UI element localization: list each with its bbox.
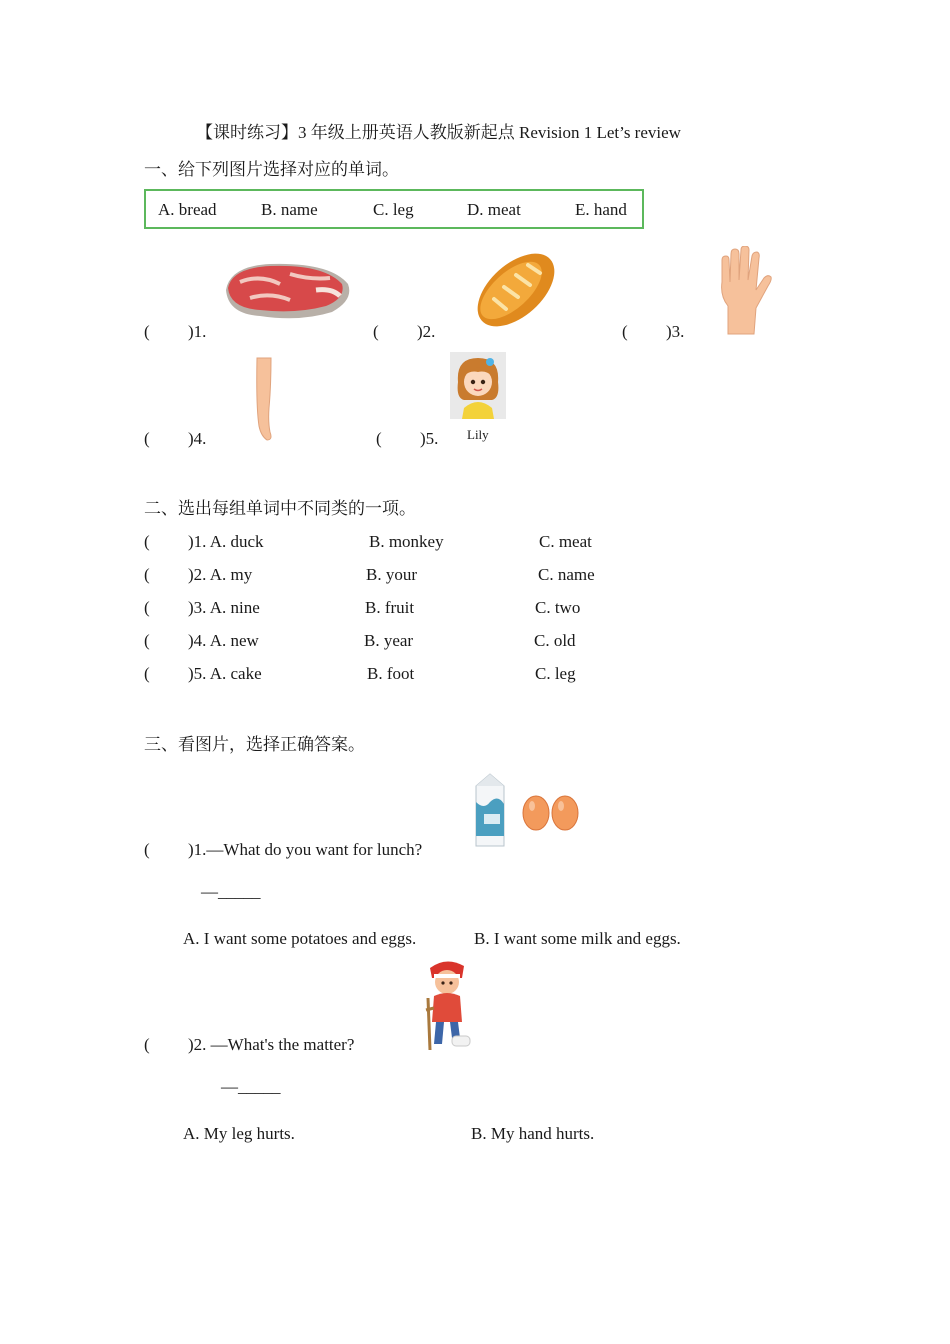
row-question: )3. A. nine [188, 598, 260, 617]
answer-paren: ( [144, 1035, 150, 1054]
eggs-icon [522, 794, 580, 832]
milk-carton-icon [470, 772, 510, 850]
row-option-c: C. name [538, 565, 595, 584]
item-number: )4. [188, 429, 207, 448]
injured-boy-icon [422, 958, 474, 1052]
row-option-c: C. meat [539, 532, 592, 551]
word-option: C. leg [373, 200, 414, 219]
item-number: )3. [666, 322, 685, 341]
row-option-b: B. fruit [365, 598, 415, 617]
word-option: E. hand [575, 200, 627, 219]
row-option-b: B. year [364, 631, 414, 650]
row-option-b: B. monkey [369, 532, 444, 551]
leg-icon [253, 356, 275, 442]
row-question: )4. A. new [188, 631, 259, 650]
girl-caption: Lily [467, 427, 489, 442]
word-bank [144, 189, 644, 229]
q1-option-a: A. I want some potatoes and eggs. [183, 929, 417, 948]
answer-paren: ( [144, 598, 150, 617]
row-question: )5. A. cake [188, 664, 262, 683]
section3-heading: 三、看图片，选择正确答案。 [144, 735, 365, 754]
answer-paren: ( [373, 322, 379, 341]
bread-icon [472, 247, 560, 333]
word-option: A. bread [158, 200, 217, 219]
answer-paren: ( [622, 322, 628, 341]
answer-paren: ( [144, 840, 150, 859]
page-title: 【课时练习】3 年级上册英语人教版新起点 Revision 1 Let’s review [196, 123, 681, 142]
row-option-c: C. two [535, 598, 581, 617]
q1-option-b: B. I want some milk and eggs. [474, 929, 681, 948]
answer-blank: —_____ [201, 882, 261, 901]
row-option-c: C. leg [535, 664, 576, 683]
answer-paren: ( [144, 565, 150, 584]
item-number: )1. [188, 322, 207, 341]
answer-paren: ( [376, 429, 382, 448]
answer-paren: ( [144, 429, 150, 448]
q2-option-b: B. My hand hurts. [471, 1124, 595, 1143]
item-number: )2. [417, 322, 436, 341]
section2-heading: 二、选出每组单词中不同类的一项。 [144, 499, 416, 518]
section1-heading: 一、给下列图片选择对应的单词。 [144, 160, 399, 179]
word-option: D. meat [467, 200, 521, 219]
answer-paren: ( [144, 664, 150, 683]
q2-option-a: A. My leg hurts. [183, 1124, 295, 1143]
answer-blank: —_____ [221, 1077, 281, 1096]
girl-icon [450, 352, 506, 419]
hand-icon [716, 246, 772, 336]
row-option-b: B. foot [367, 664, 415, 683]
row-question: )1. A. duck [188, 532, 264, 551]
row-question: )2. A. my [188, 565, 253, 584]
question-1: )1.—What do you want for lunch? [188, 840, 423, 859]
question-2: )2. —What's the matter? [188, 1035, 355, 1054]
answer-paren: ( [144, 532, 150, 551]
answer-paren: ( [144, 631, 150, 650]
answer-paren: ( [144, 322, 150, 341]
meat-icon [220, 260, 354, 322]
word-option: B. name [261, 200, 318, 219]
row-option-b: B. your [366, 565, 417, 584]
item-number: )5. [420, 429, 439, 448]
row-option-c: C. old [534, 631, 576, 650]
